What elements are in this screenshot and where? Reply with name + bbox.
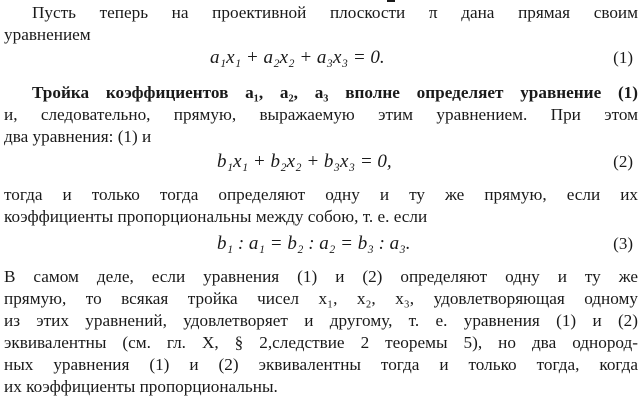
text-line: коэффициенты пропорциональны между собою, т. е. если	[4, 207, 428, 226]
text-line: из этих уравнений, удовлетворяет и другому, т. е. уравнения (1) и (2)	[4, 311, 638, 330]
text-line: эквивалентны (см. гл. X, § 2,следствие 2 теоремы 5), но два однород-	[4, 333, 638, 352]
text-line: тогда и только тогда определяют одну и ту же прямую, если их	[4, 185, 638, 204]
equation-2: b₁x₁ + b₂x₂ + b₃x₃ = 0,	[217, 151, 392, 172]
text-line: В самом деле, если уравнения (1) и (2) определяют одну и ту же	[4, 267, 638, 286]
text-line: ных уравнения (1) и (2) эквивалентны тогда и только тогда, когда	[4, 355, 638, 374]
equation-3: b₁ : a₁ = b₂ : a₂ = b₃ : a₃.	[217, 233, 411, 254]
equation-1: a₁x₁ + a₂x₂ + a₃x₃ = 0.	[210, 47, 385, 68]
equation-number-1: (1)	[613, 48, 633, 67]
text-line: их коэффициенты пропорциональны.	[4, 377, 278, 396]
text-line: Пусть теперь на проективной плоскости π дана прямая своим	[32, 3, 638, 22]
text-line: и, следовательно, прямую, выражаемую этим уравнением. При этом	[4, 105, 638, 124]
text-line: два уравнения: (1) и	[4, 127, 152, 146]
text-line: прямую, то всякая тройка чисел x₁, x₂, x₃, удовлетворяющая одному	[4, 289, 638, 308]
text-line: уравнением	[4, 25, 91, 44]
equation-number-2: (2)	[613, 152, 633, 171]
text-line: Тройка коэффициентов a₁, a₂, a₃ вполне определяет уравнение (1)	[32, 83, 638, 102]
equation-number-3: (3)	[613, 234, 633, 253]
